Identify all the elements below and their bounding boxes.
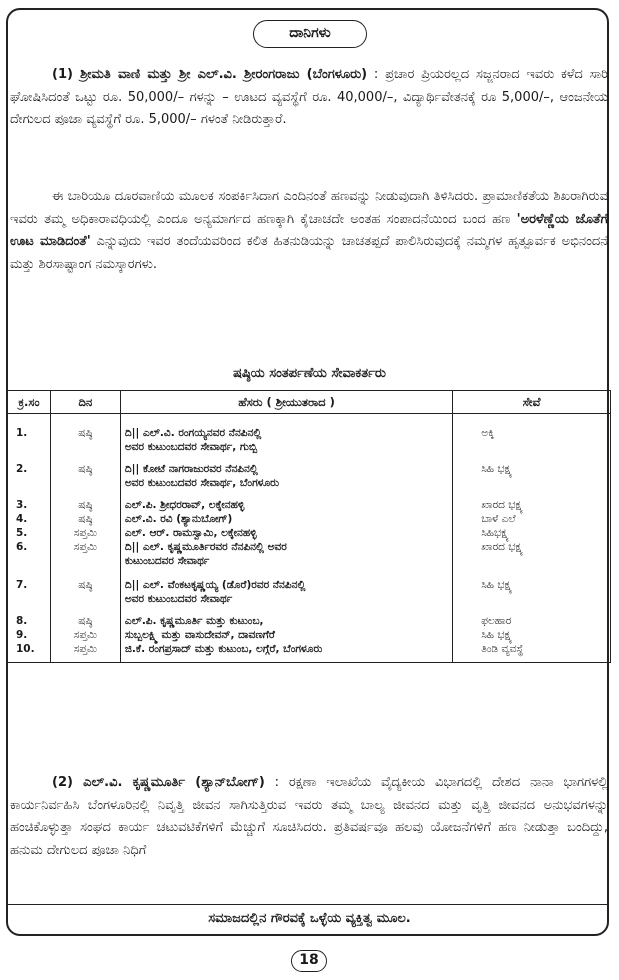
- header-serial: ಕ್ರ.ಸಂ: [8, 391, 51, 414]
- row-day: ಷಷ್ಠಿ: [50, 490, 120, 512]
- seva-table: [7, 390, 611, 663]
- header-day: ದಿನ: [50, 391, 120, 414]
- row-name-line-2: ಅವರ ಕುಟುಂಬದವರ ಸೇವಾರ್ಥ, ಬೆಂಗಳೂರು: [124, 477, 280, 489]
- donor-paragraph-2: [10, 186, 608, 276]
- table-row: [8, 540, 611, 568]
- row-name-line-2: ಅವರ ಕುಟುಂಬದವರ ಸೇವಾರ್ಥ: [124, 593, 233, 605]
- donor-3-body: : ರಕ್ಷಣಾ ಇಲಾಖೆಯ ವೈದ್ಯಕೀಯ ವಿಭಾಗದಲ್ಲಿ ದೇಶದ ನಾನಾ ಭಾಗಗಳಲ್ಲಿ ಕಾರ್ಯನಿರ್ವಹಿಸಿ ಬೆಂಗಳೂರಿನಲ್ಲಿ ನಿವೃತ್ತಿ ಜೀವನ ಸಾಗಿಸುತ್ತಿರುವ ಇವರು ತಮ್ಮ ಬಾಲ್ಯ ಜೀವನದ ಮತ್ತು ವೃತ್ತಿ ಜೀವನದ ಅನುಭವಗಳನ್ನು ಹಂಚಿಕೊಳ್ಳುತ್ತಾ ಸಂಘದ ಕಾರ್ಯ ಚಟುವಟಿಕೆಗಳಿಗೆ ಮೆಚ್ಚುಗೆ ಸೂಚಿಸಿದರು. ಪ್ರತಿವರ್ಷವೂ ಹಲವು ಯೋಜನೆಗಳಿಗೆ ಹಣ ನೀಡುತ್ತಾ ಬಂದಿದ್ದು, ಹನುಮ ದೇಗುಲದ ಪೂಜಾ ನಿಧಿಗೆ: [10, 775, 608, 858]
- row-seva: ಫಲಹಾರ: [453, 606, 611, 628]
- row-name: [120, 642, 452, 663]
- footer-divider: [6, 904, 609, 905]
- table-row: [8, 628, 611, 642]
- table-row: [8, 642, 611, 663]
- row-seva: ಸಿಹಿಭಕ್ಷ್ಯ: [453, 526, 611, 540]
- table-row: [8, 454, 611, 490]
- row-name: [120, 414, 452, 455]
- donor-3-heading: (2) ಎಲ್.ವಿ. ಕೃಷ್ಣಮೂರ್ತಿ (ಶ್ಯಾನ್‌ಬೋಗ್): [52, 775, 265, 790]
- donor-2-before: ಈ ಬಾರಿಯೂ ದೂರವಾಣಿಯ ಮೂಲಕ ಸಂಪರ್ಕಿಸಿದಾಗ ಎಂದಿನಂತೆ ಹಣವನ್ನು ನೀಡುವುದಾಗಿ ತಿಳಿಸಿದರು. ಪ್ರಾಮಾಣಿಕತೆಯ ಶಿಖರಾಗಿರುವ ಇವರು ತಮ್ಮ ಅಧಿಕಾರಾವಧಿಯಲ್ಲಿ ಎಂದೂ ಅನ್ಯಮಾರ್ಗದ ಹಣಕ್ಕಾಗಿ ಕೈಚಾಚದೇ ಅಂತಹ ಸಂಪಾದನೆಯಿಂದ ಬಂದ ಹಣ: [10, 189, 608, 227]
- row-day: ಷಷ್ಠಿ: [50, 512, 120, 526]
- row-serial: 10.: [8, 642, 51, 663]
- row-serial: 8.: [8, 606, 51, 628]
- header-name: ಹೆಸರು ( ಶ್ರೀಯುತರಾದ ): [120, 391, 452, 414]
- row-seva: ಖಾರದ ಭಕ್ಷ್ಯ: [453, 540, 611, 568]
- row-name-line-1: ಜಿ.ಕೆ. ರಂಗಪ್ರಸಾದ್ ಮತ್ತು ಕುಟುಂಬ, ಲಗ್ಗೆರೆ, ಬೆಂಗಳೂರು: [124, 643, 323, 655]
- table-row: [8, 526, 611, 540]
- row-name: [120, 454, 452, 490]
- donor-paragraph-1: [10, 64, 608, 132]
- section-title: ದಾನಿಗಳು: [253, 20, 367, 48]
- seva-table-title: ಷಷ್ಠಿಯ ಸಂತರ್ಪಣೆಯ ಸೇವಾಕರ್ತರು: [233, 366, 386, 381]
- row-name-line-1: ದಿ|| ಎಲ್. ಕೃಷ್ಣಮೂರ್ತಿರವರ ನೆನಪಿನಲ್ಲಿ ಅವರ: [124, 541, 287, 553]
- donor-paragraph-3: [10, 772, 608, 862]
- row-name-line-1: ಎಲ್.ಪಿ. ಶ್ರೀಧರರಾವ್, ಲಕ್ಕೇನಹಳ್ಳಿ: [124, 499, 245, 511]
- row-day: ಸಪ್ತಮಿ: [50, 540, 120, 568]
- row-serial: 4.: [8, 512, 51, 526]
- row-name-line-1: ದಿ|| ಕೋಟೆ ನಾಗರಾಜುರವರ ನೆನಪಿನಲ್ಲಿ: [124, 463, 258, 475]
- row-serial: 2.: [8, 454, 51, 490]
- row-name-line-2: ಕುಟುಂಬದವರ ಸೇವಾರ್ಥ: [124, 555, 210, 567]
- row-serial: 6.: [8, 540, 51, 568]
- row-name-line-1: ಎಲ್.ಪಿ. ಕೃಷ್ಣಮೂರ್ತಿ ಮತ್ತು ಕುಟುಂಬ,: [124, 615, 264, 627]
- row-name: [120, 540, 452, 568]
- row-day: ಷಷ್ಠಿ: [50, 414, 120, 455]
- donor-2-quote: 'ಅರಳೆಣ್ಣೆಯ ಜೊತೆಗೆ ಊಟ ಮಾಡಿದಂತೆ': [10, 211, 609, 249]
- row-name-line-1: ಎಲ್.ವಿ. ರವಿ (ಶ್ಯಾನುಬೋಗ್): [124, 513, 233, 525]
- table-row: [8, 512, 611, 526]
- row-seva: ಅಕ್ಕಿ: [453, 414, 611, 455]
- table-header-row: [8, 391, 611, 414]
- row-day: ಷಷ್ಠಿ: [50, 568, 120, 606]
- row-day: ಸಪ್ತಮಿ: [50, 628, 120, 642]
- row-name: [120, 628, 452, 642]
- footer-quote: ಸಮಾಜದಲ್ಲಿನ ಗೌರವಕ್ಕೆ ಒಳ್ಳೆಯ ವ್ಯಕ್ತಿತ್ವ ಮೂಲ.: [208, 911, 411, 926]
- row-day: ಸಪ್ತಮಿ: [50, 642, 120, 663]
- row-seva: ಸಿಹಿ ಭಕ್ಷ್ಯ: [453, 454, 611, 490]
- row-serial: 5.: [8, 526, 51, 540]
- row-name-line-1: ದಿ|| ಎಲ್.ವಿ. ರಂಗಯ್ಯನವರ ನೆನಪಿನಲ್ಲಿ: [124, 427, 262, 439]
- row-serial: 7.: [8, 568, 51, 606]
- row-seva: ಸಿಹಿ ಭಕ್ಷ್ಯ: [453, 568, 611, 606]
- donor-1-body: : ಪ್ರಚಾರ ಪ್ರಿಯರಲ್ಲದ ಸಜ್ಜನರಾದ ಇವರು ಕಳೆದ ಸಾರಿ ಘೋಷಿಸಿದಂತೆ ಒಟ್ಟು ರೂ. 50,000/– ಗಳನ್ನು – ಊಟದ ವ್ಯವಸ್ಥೆಗೆ ರೂ. 40,000/–, ವಿದ್ಯಾರ್ಥಿವೇತನಕ್ಕೆ ರೂ 5,000/–, ಆಂಜನೇಯ ದೇಗುಲದ ಪೂಜಾ ವ್ಯವಸ್ಥೆಗೆ ರೂ. 5,000/– ಗಳಂತೆ ನೀಡಿರುತ್ತಾರೆ.: [10, 67, 608, 127]
- row-name: [120, 490, 452, 512]
- row-serial: 9.: [8, 628, 51, 642]
- table-row: [8, 568, 611, 606]
- row-seva: ಸಿಹಿ ಭಕ್ಷ್ಯ: [453, 628, 611, 642]
- table-row: [8, 490, 611, 512]
- row-serial: 1.: [8, 414, 51, 455]
- row-day: ಷಷ್ಠಿ: [50, 606, 120, 628]
- row-seva: ಖಾರದ ಭಕ್ಷ್ಯ: [453, 490, 611, 512]
- row-name-line-1: ಎಲ್. ಆರ್. ರಾಮಸ್ವಾಮಿ, ಲಕ್ಕೇನಹಳ್ಳಿ: [124, 527, 257, 539]
- header-seva: ಸೇವೆ: [453, 391, 611, 414]
- row-serial: 3.: [8, 490, 51, 512]
- row-name: [120, 568, 452, 606]
- row-day: ಸಪ್ತಮಿ: [50, 526, 120, 540]
- table-row: [8, 414, 611, 455]
- donor-2-after: ಎನ್ನುವುದು ಇವರ ತಂದೆಯವರಿಂದ ಕಲಿತ ಹಿತನುಡಿಯನ್ನು ಚಾಚತಪ್ಪದೆ ಪಾಲಿಸಿರುವುದಕ್ಕೆ ನಮ್ಮಗಳ ಹೃತ್ಪೂರ್ವಕ ಅಭಿನಂದನೆ ಮತ್ತು ಶಿರಸಾಷ್ಟಾಂಗ ನಮಸ್ಕಾರಗಳು.: [10, 234, 609, 272]
- row-name-line-1: ದಿ|| ಎಲ್. ವೆಂಕಟಕೃಷ್ಣಯ್ಯ (ಡೊರೆ)ರವರ ನೆನಪಿನಲ್ಲಿ: [124, 579, 306, 591]
- row-name: [120, 526, 452, 540]
- row-seva: ತಿಂಡಿ ವ್ಯವಸ್ಥೆ: [453, 642, 611, 663]
- table-row: [8, 606, 611, 628]
- row-day: ಷಷ್ಠಿ: [50, 454, 120, 490]
- row-name-line-2: ಅವರ ಕುಟುಂಬದವರ ಸೇವಾರ್ಥ, ಗುಬ್ಬಿ: [124, 441, 258, 453]
- row-name: [120, 512, 452, 526]
- donor-1-heading: (1) ಶ್ರೀಮತಿ ವಾಣಿ ಮತ್ತು ಶ್ರೀ ಎಲ್.ವಿ. ಶ್ರೀರಂಗರಾಜು (ಬೆಂಗಳೂರು): [52, 67, 368, 82]
- page-number: 18: [291, 950, 327, 972]
- row-name: [120, 606, 452, 628]
- row-name-line-1: ಸುಬ್ಬಲಕ್ಷ್ಮಿ ಮತ್ತು ವಾಸುದೇವನ್, ದಾವಣಗೆರೆ: [124, 629, 275, 641]
- row-seva: ಬಾಳೆ ಎಲೆ: [453, 512, 611, 526]
